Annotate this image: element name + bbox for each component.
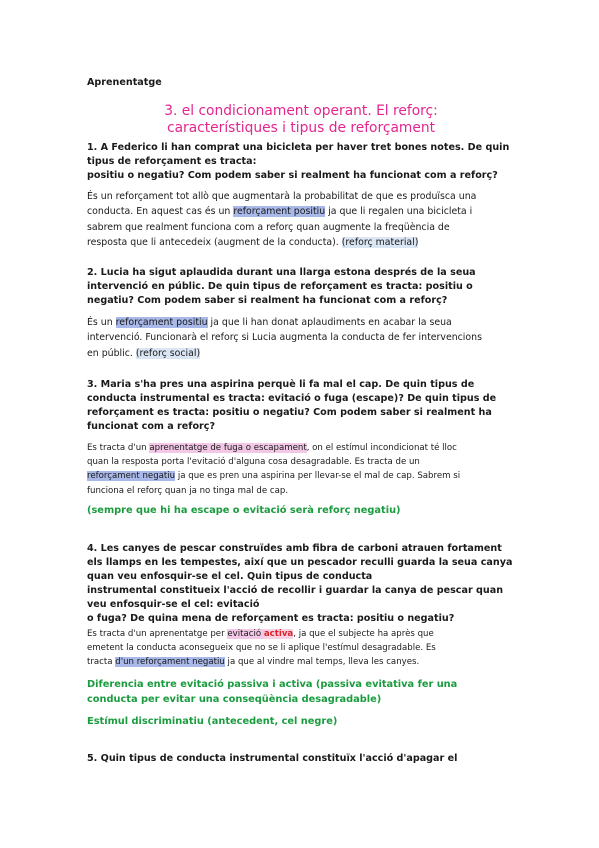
- question-4-line: veu enfosquir-se el cel: evitació: [87, 599, 260, 610]
- question-2: [87, 266, 515, 308]
- answer-2: [87, 315, 515, 361]
- question-4: [87, 542, 515, 626]
- note-line: conducta per evitar una conseqüència desagradable): [87, 693, 382, 705]
- question-3: [87, 378, 515, 434]
- question-1-line: positiu o negatiu? Com podem saber si realment ha funcionat com a reforç?: [87, 170, 498, 181]
- question-3-line: 3. Maria s'ha pres una aspirina perquè li fa mal el cap. De quin tipus de: [87, 379, 475, 390]
- question-3-line: funcionat com a reforç?: [87, 421, 216, 432]
- question-4-line: quan veu enfosquir-se el cel. Quin tipus de conducta: [87, 571, 373, 582]
- question-1-line: 1. A Federico li han comprat una bicicleta per haver tret bones notes. De quin: [87, 142, 510, 153]
- highlight-reforcament-positiu: reforçament positiu: [115, 317, 208, 328]
- answer-3-line: funciona el reforç quan ja no tinga mal de cap.: [87, 485, 289, 496]
- note-estimul-discriminatiu: Estímul discriminatiu (antecedent, cel negre): [87, 716, 338, 727]
- highlight-evitacio: evitació: [227, 629, 264, 639]
- title-line-1: 3. el condicionament operant. El reforç:: [164, 103, 438, 119]
- note-reforc-negatiu: (sempre que hi ha escape o evitació serà reforç negatiu): [87, 505, 401, 516]
- answer-1: [87, 189, 515, 251]
- question-2-line: 2. Lucia ha sigut aplaudida durant una llarga estona després de la seua: [87, 267, 476, 278]
- answer-2-line: intervenció. Funcionarà el reforç si Lucia augmenta la conducta de fer intervencions: [87, 332, 482, 344]
- highlight-reforcament-negatiu: reforçament negatiu: [87, 471, 176, 482]
- answer-1-line: conducta. En aquest cas és un reforçament positiu ja que li regalen una bicicleta i: [87, 206, 473, 218]
- highlight-reforcament-positiu: reforçament positiu: [233, 206, 326, 218]
- highlight-reforc-material: (reforç material): [341, 237, 419, 249]
- highlight-reforcament-negatiu: d'un reforçament negatiu: [115, 657, 225, 668]
- question-4-line: instrumental constitueix l'acció de recollir i guardar la canya de pescar quan: [87, 585, 504, 596]
- question-1: [87, 141, 515, 183]
- highlight-activa: activa: [263, 629, 294, 639]
- question-3-line: reforçament es tracta: positiu o negatiu? Com podem saber si realment ha: [87, 407, 492, 418]
- question-4-line: 4. Les canyes de pescar construïdes amb fibra de carboni atrauen fortament: [87, 543, 502, 554]
- header-label: Aprenentatge: [87, 77, 162, 88]
- question-2-line: negatiu? Com podem saber si realment ha funcionat com a reforç?: [87, 295, 448, 306]
- question-4-line: o fuga? De quina mena de reforçament es tracta: positiu o negatiu?: [87, 613, 455, 624]
- note-line: Diferencia entre evitació passiva i activa (passiva evitativa fer una: [87, 679, 458, 690]
- question-4-line: els llamps en les tempestes, així que un pescador reculli guarda la seua canya: [87, 557, 513, 568]
- question-5: 5. Quin tipus de conducta instrumental constituïx l'acció d'apagar el: [87, 753, 458, 764]
- answer-3: [87, 441, 515, 498]
- question-1-line: tipus de reforçament es tracta:: [87, 156, 257, 167]
- answer-3-line: reforçament negatiu ja que es pren una aspirina per llevar-se el mal de cap. Sabrem si: [87, 471, 461, 482]
- answer-3-line: quan la resposta porta l'evitació d'alguna cosa desagradable. Es tracta de un: [87, 457, 420, 468]
- highlight-fuga-escapament: aprenentatge de fuga o escapament: [149, 443, 307, 453]
- answer-2-line: en públic. (reforç social): [87, 347, 201, 359]
- answer-4-line: emetent la conducta aconsegueix que no se li aplique l'estímul desagradable. Es: [87, 643, 436, 654]
- answer-2-line: És un reforçament positiu ja que li han donat aplaudiments en acabar la seua: [87, 317, 452, 328]
- highlight-reforc-social: (reforç social): [135, 347, 201, 359]
- answer-1-line: sabrem que realment funciona com a reforç quan augmente la freqüència de: [87, 221, 450, 233]
- answer-4-line: Es tracta d'un aprenentatge per evitació activa, ja que el subjecte ha après que: [87, 629, 434, 639]
- answer-1-line: És un reforçament tot allò que augmentarà la probabilitat de que es produïsca una: [87, 191, 477, 202]
- question-3-line: conducta instrumental es tracta: evitació o fuga (escape)? De quin tipus de: [87, 393, 497, 404]
- answer-3-line: Es tracta d'un aprenentatge de fuga o escapament, on el estímul incondicionat té lloc: [87, 443, 457, 453]
- answer-1-line: resposta que li antecedeix (augment de la conducta). (reforç material): [87, 237, 419, 249]
- note-evitacio-passiva-activa: [87, 678, 515, 707]
- title-line-2: característiques i tipus de reforçament: [167, 120, 435, 136]
- page-title: [87, 103, 515, 137]
- question-2-line: intervenció en públic. De quin tipus de reforçament es tracta: positiu o: [87, 281, 473, 292]
- answer-4-line: tracta d'un reforçament negatiu ja que al vindre mal temps, lleva les canyes.: [87, 657, 420, 668]
- answer-4: [87, 627, 515, 670]
